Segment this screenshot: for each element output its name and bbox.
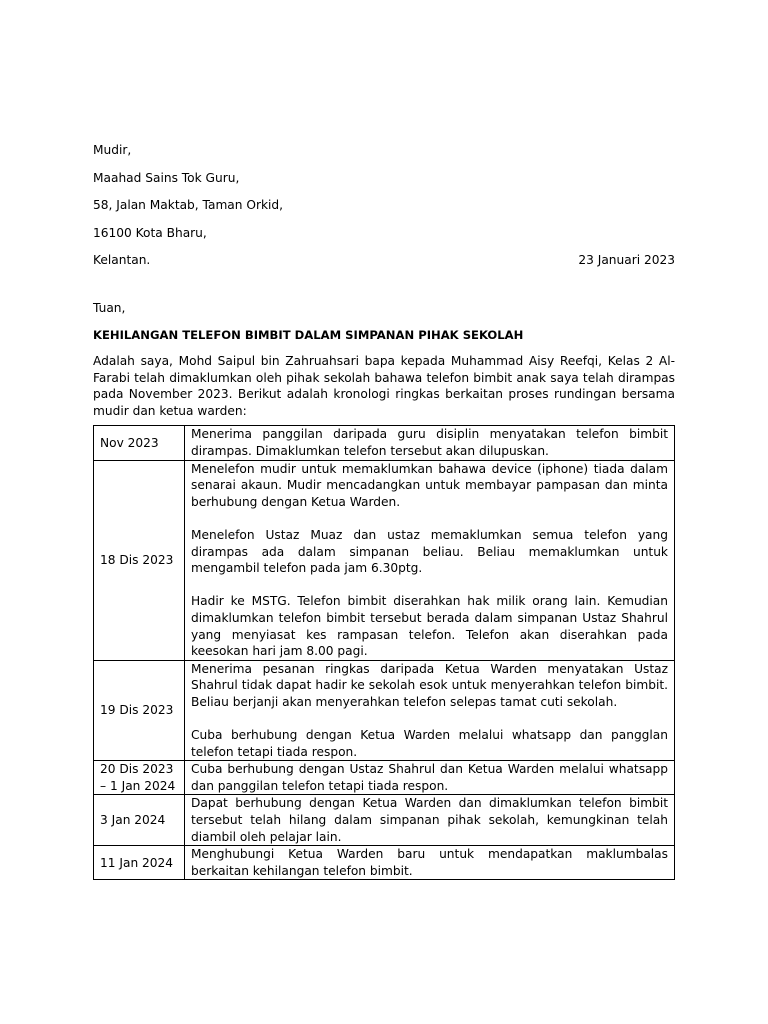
address-line: 58, Jalan Maktab, Taman Orkid, — [93, 198, 284, 212]
description-paragraph: Menerima pesanan ringkas daripada Ketua Warden menyatakan Ustaz Shahrul tidak dapat hadir ke sekolah esok untuk menyerahkan telefon bimbit. Beliau berjanji akan menyerahkan telefon selepas tamat cuti sekolah. — [191, 661, 668, 709]
description-paragraph: Menghubungi Ketua Warden baru untuk mendapatkan maklumbalas berkaitan kehilangan telefon bimbit. — [191, 847, 668, 878]
letter-subject: KEHILANGAN TELEFON BIMBIT DALAM SIMPANAN PIHAK SEKOLAH — [93, 328, 524, 342]
letter-date: 23 Januari 2023 — [578, 253, 675, 267]
salutation: Tuan, — [93, 301, 126, 315]
description-cell — [185, 460, 675, 660]
description-cell — [185, 761, 675, 795]
date-cell: 11 Jan 2024 — [94, 846, 185, 880]
description-cell — [185, 426, 675, 460]
intro-paragraph: Adalah saya, Mohd Saipul bin Zahruahsari bapa kepada Muhammad Aisy Reefqi, Kelas 2 Al-Farabi telah dimaklumkan oleh pihak sekolah bahawa telefon bimbit anak saya telah dirampas pada November 2023. Berikut adalah kronologi ringkas berkaitan proses rundingan bersama mudir dan ketua warden: — [93, 354, 675, 418]
table-row — [94, 846, 675, 880]
table-row — [94, 795, 675, 846]
description-paragraph: Cuba berhubung dengan Ustaz Shahrul dan Ketua Warden melalui whatsapp dan panggilan telefon tetapi tiada respon. — [191, 762, 668, 793]
table-row — [94, 660, 675, 761]
date-cell: 20 Dis 2023 – 1 Jan 2024 — [94, 761, 185, 795]
description-paragraph: Menelefon mudir untuk memaklumkan bahawa device (iphone) tiada dalam senarai akaun. Mudir mencadangkan untuk membayar pampasan dan minta berhubung dengan Ketua Warden. — [191, 461, 668, 509]
date-cell: 3 Jan 2024 — [94, 795, 185, 846]
description-cell — [185, 846, 675, 880]
description-paragraph: Cuba berhubung dengan Ketua Warden melalui whatsapp dan pangglan telefon tetapi tiada respon. — [191, 728, 668, 759]
description-paragraph: Dapat berhubung dengan Ketua Warden dan dimaklumkan telefon bimbit tersebut telah hilang dalam simpanan pihak sekolah, kemungkinan telah diambil oleh pelajar lain. — [191, 796, 668, 844]
address-line: Mudir, — [93, 143, 132, 157]
recipient-address — [93, 141, 675, 269]
address-line: 16100 Kota Bharu, — [93, 225, 207, 240]
date-cell: 19 Dis 2023 — [94, 660, 185, 761]
address-date-row — [93, 251, 675, 269]
chronology-table — [93, 425, 675, 880]
table-row — [94, 761, 675, 795]
address-line: Kelantan. — [93, 253, 151, 267]
description-paragraph: Menelefon Ustaz Muaz dan ustaz memaklumkan semua telefon yang dirampas ada dalam simpanan beliau. Beliau memaklumkan untuk mengambil telefon pada jam 6.30ptg. — [191, 527, 668, 576]
description-paragraph: Menerima panggilan daripada guru disiplin menyatakan telefon bimbit dirampas. Dimaklumkan telefon tersebut akan dilupuskan. — [191, 427, 668, 458]
date-cell: Nov 2023 — [94, 426, 185, 460]
date-cell: 18 Dis 2023 — [94, 460, 185, 660]
table-row — [94, 460, 675, 660]
description-cell — [185, 795, 675, 846]
description-paragraph: Hadir ke MSTG. Telefon bimbit diserahkan hak milik orang lain. Kemudian dimaklumkan telefon bimbit tersebut berada dalam simpanan Ustaz Shahrul yang menyiasat kes rampasan telefon. Telefon akan diserahkan pada keesokan hari jam 8.00 pagi. — [191, 594, 668, 659]
letter-page — [93, 141, 675, 880]
table-row — [94, 426, 675, 460]
address-line: Maahad Sains Tok Guru, — [93, 170, 240, 185]
description-cell — [185, 660, 675, 761]
